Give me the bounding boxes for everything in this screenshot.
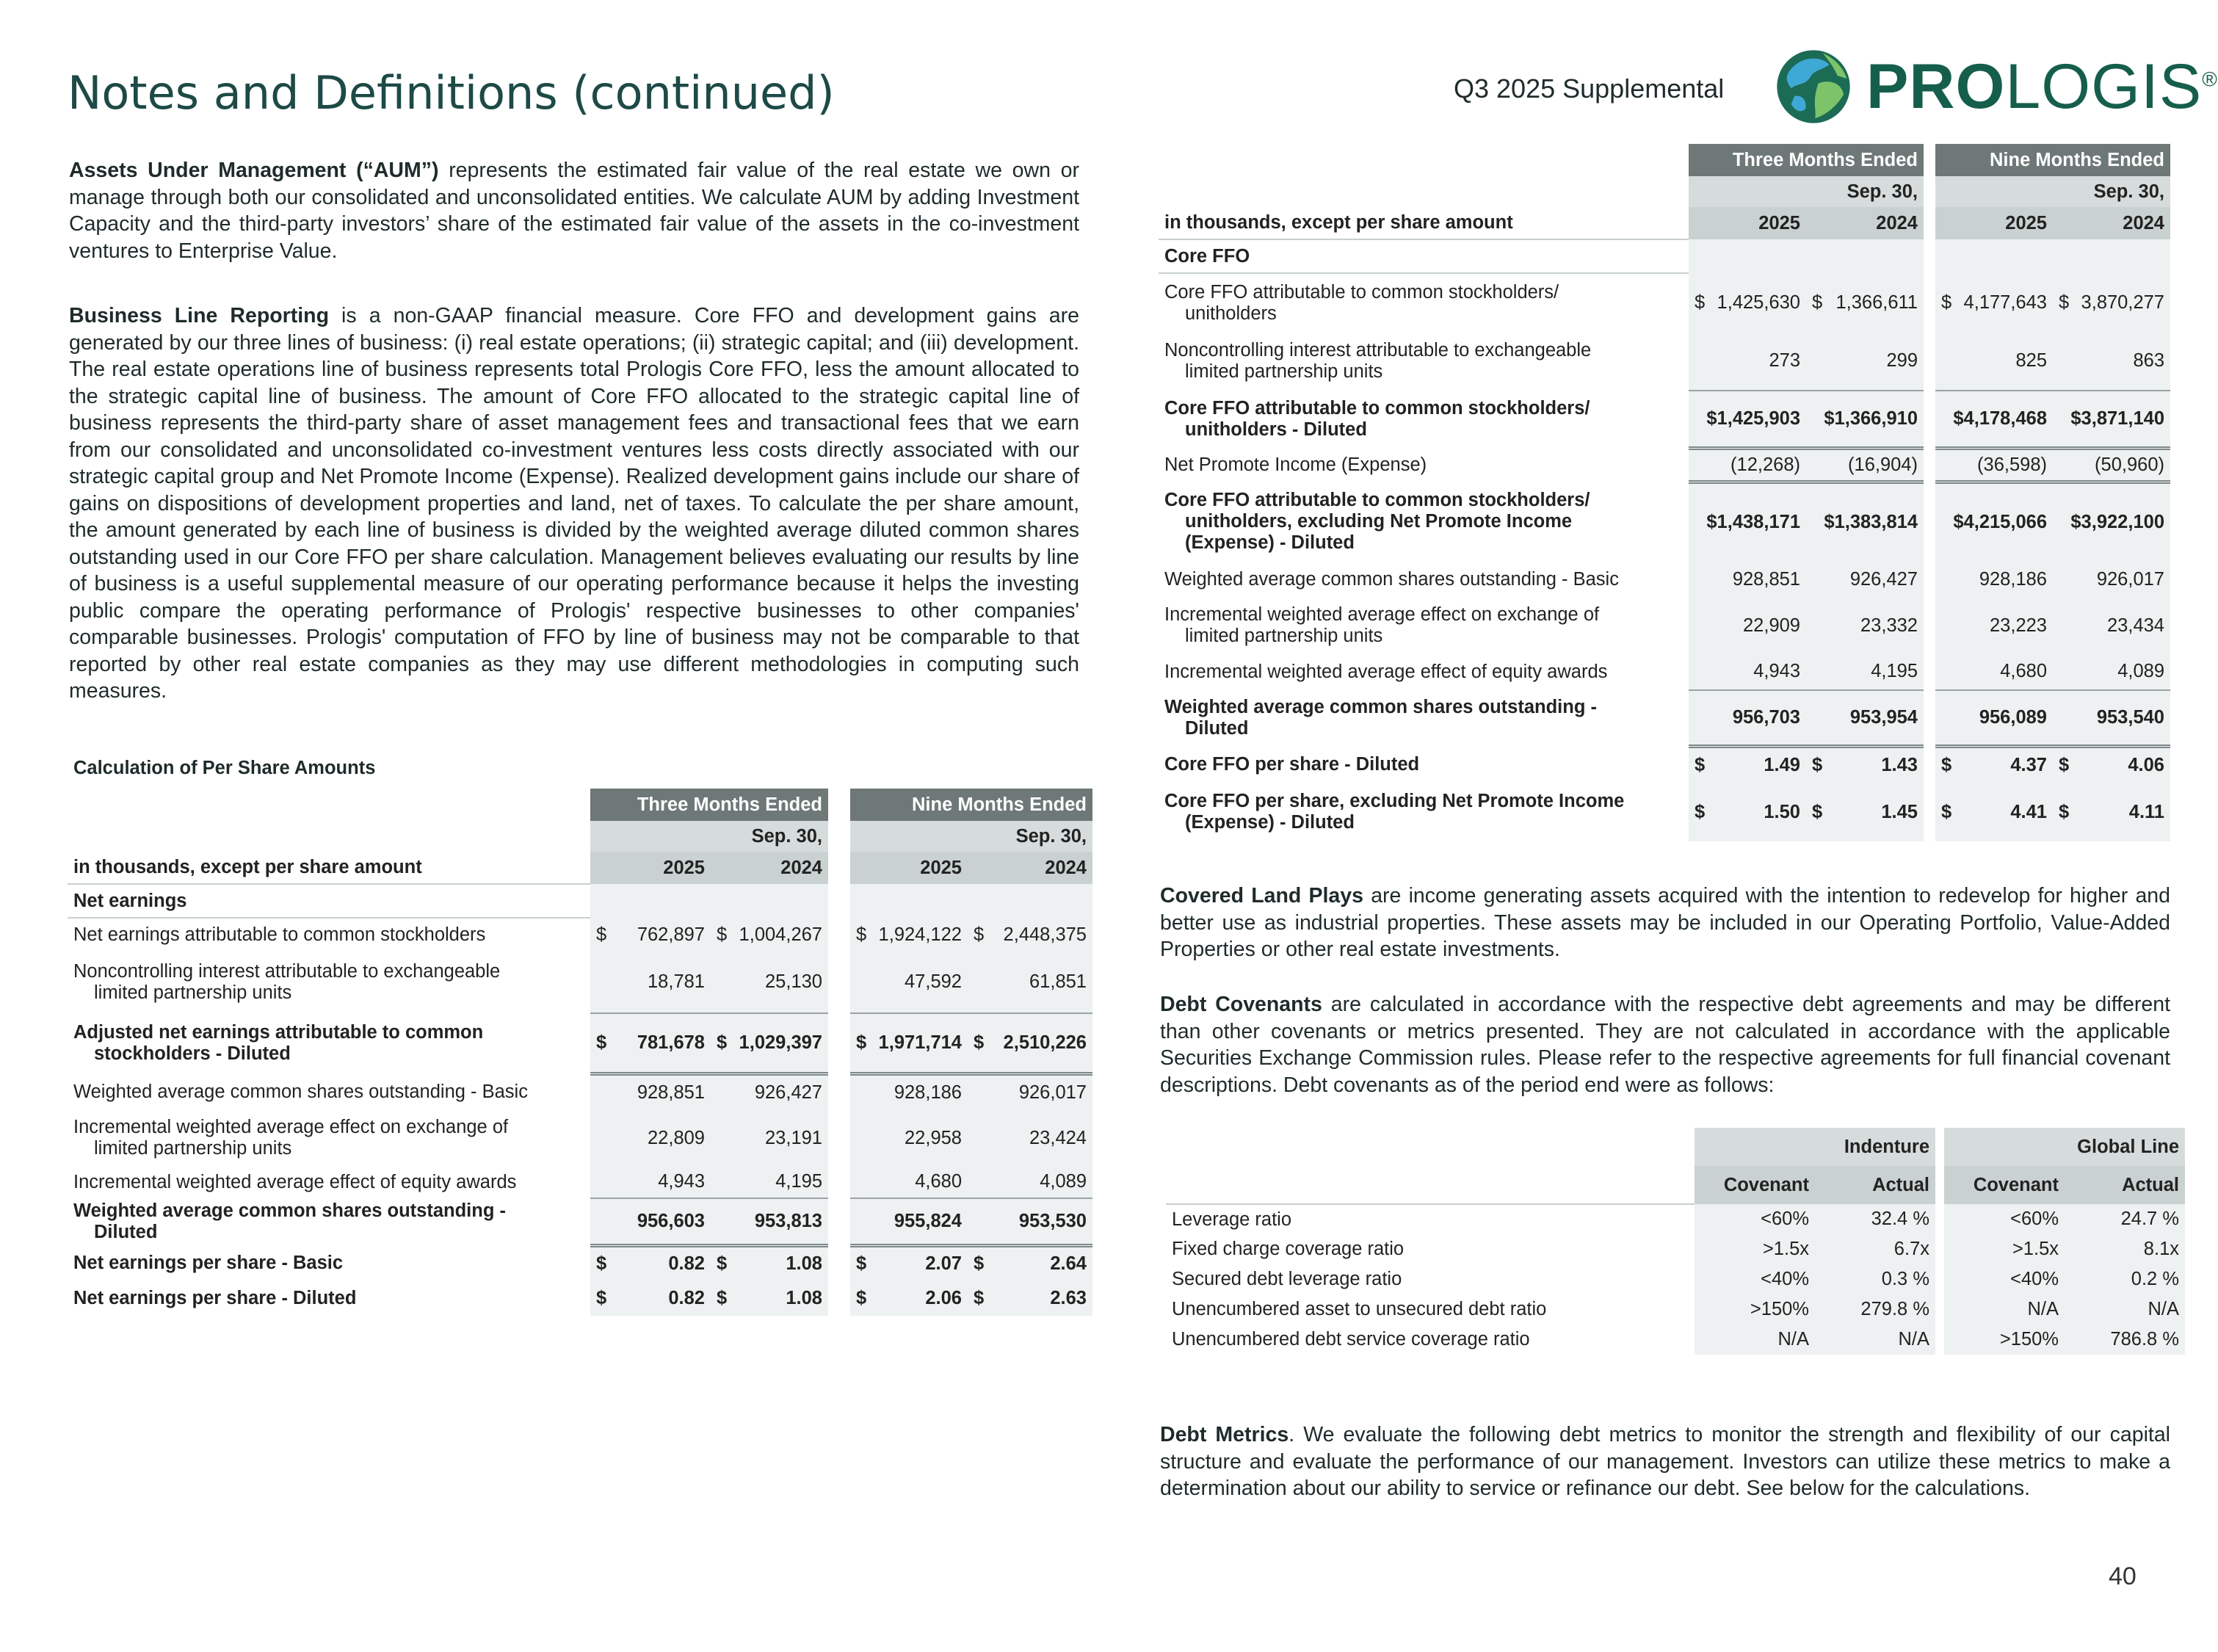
row-label: Weighted average common shares outstanding - Basic xyxy=(73,1081,528,1102)
cell: $ 1.08 xyxy=(711,1245,828,1280)
cell: $ 1,004,267 xyxy=(711,918,828,952)
nine-months-header: Nine Months Ended xyxy=(850,789,1092,821)
cell: 953,954 xyxy=(1806,690,1924,746)
cell: 22,809 xyxy=(590,1110,711,1166)
cell: $ 1,366,611 xyxy=(1806,273,1924,332)
cell: 22,958 xyxy=(850,1110,968,1166)
cell: $ 1.45 xyxy=(1806,783,1924,841)
clp-text: are income generating assets acquired with the intention to redevelop for higher and better use as industrial properties. These assets may be included in our Operating Portfolio, Value-Added Properties or other real estate investments. xyxy=(1160,884,2171,961)
cell: 953,813 xyxy=(711,1198,828,1245)
indenture-header: Indenture xyxy=(1815,1128,1935,1166)
cell: 23,223 xyxy=(1935,598,2053,653)
cell: $4,215,066 xyxy=(1935,482,2053,561)
cell: $ 4.41 xyxy=(1935,783,2053,841)
page-title: Notes and Definitions (continued) xyxy=(68,66,835,120)
actual-header: Actual xyxy=(2065,1166,2185,1204)
cell: N/A xyxy=(2065,1294,2185,1325)
cell: $ 781,678 xyxy=(590,1013,711,1073)
row-label: Weighted average common shares outstanding - Diluted xyxy=(73,1200,506,1242)
units-label: in thousands, except per share amount xyxy=(68,852,590,884)
cell: 956,603 xyxy=(590,1198,711,1245)
sep30-label: Sep. 30, xyxy=(2053,176,2170,207)
cell: 956,089 xyxy=(1935,690,2053,746)
cell: N/A xyxy=(1815,1325,1935,1355)
cell: 953,530 xyxy=(968,1198,1092,1245)
cell: $ 1.50 xyxy=(1689,783,1806,841)
cell: (16,904) xyxy=(1806,448,1924,482)
cell: 956,703 xyxy=(1689,690,1806,746)
cell: $ 2.63 xyxy=(968,1280,1092,1316)
cell: 25,130 xyxy=(711,952,828,1013)
logo-text-light: LOGIS xyxy=(2005,51,2203,122)
row-label: Core FFO per share, excluding Net Promote Income (Expense) - Diluted xyxy=(1164,791,1625,833)
cell: 32.4 % xyxy=(1815,1204,1935,1234)
cell: 61,851 xyxy=(968,952,1092,1013)
per-share-table xyxy=(68,789,1092,1316)
cell: $1,438,171 xyxy=(1689,482,1806,561)
aum-text: represents the estimated fair value of the real estate we own or manage through both our consolidated and unconsolidated entities. We calculate AUM by adding Investment Capacity and the third-party investors’ share of the estimated fair value of the assets in the co-investment ventures to Enterprise Value. xyxy=(69,159,1080,263)
year-2024: 2024 xyxy=(2053,207,2170,239)
cell: 23,191 xyxy=(711,1110,828,1166)
cell: 926,427 xyxy=(1806,561,1924,598)
row-label: Secured debt leverage ratio xyxy=(1172,1269,1402,1289)
row-label: Core FFO per share - Diluted xyxy=(1164,753,1420,775)
row-label: Noncontrolling interest attributable to exchangeable limited partnership units xyxy=(73,961,501,1003)
cell: >1.5x xyxy=(1695,1234,1815,1264)
cell: $3,922,100 xyxy=(2053,482,2170,561)
dc-text: are calculated in accordance with the respective debt agreements and may be different than other covenants or metrics presented. They are not calculated in accordance with the applicable Securities Exchange Commission rules. Please refer to the respective agreements for full financial covenant descriptions. Debt covenants as of the period end were as follows: xyxy=(1160,993,2170,1097)
cell: 928,851 xyxy=(1689,561,1806,598)
cell: <60% xyxy=(1695,1204,1815,1234)
row-label: Net earnings attributable to common stockholders xyxy=(73,924,486,945)
row-label: Core FFO attributable to common stockholders/ unitholders - Diluted xyxy=(1164,398,1590,440)
cell: 4,943 xyxy=(590,1166,711,1198)
cell: 299 xyxy=(1806,332,1924,391)
prologis-logo xyxy=(1774,47,2218,126)
cell: $1,425,903 xyxy=(1689,391,1806,448)
row-label: Unencumbered debt service coverage ratio xyxy=(1172,1329,1530,1350)
cell: >150% xyxy=(1944,1325,2065,1355)
cell: 786.8 % xyxy=(2065,1325,2185,1355)
covered-land-plays-definition xyxy=(1160,883,2170,963)
dc-term: Debt Covenants xyxy=(1160,993,1322,1016)
year-2025: 2025 xyxy=(1689,207,1806,239)
cell: <40% xyxy=(1695,1264,1815,1294)
cell: $ 1,971,714 xyxy=(850,1013,968,1073)
row-label: Core FFO attributable to common stockholders/ unitholders, excluding Net Promote Income (Expense) - Diluted xyxy=(1164,489,1590,553)
cell: $1,383,814 xyxy=(1806,482,1924,561)
cell: $ 1,425,630 xyxy=(1689,273,1806,332)
cell: 22,909 xyxy=(1689,598,1806,653)
cell: $ 1.43 xyxy=(1806,746,1924,783)
row-label: Incremental weighted average effect on exchange of limited partnership units xyxy=(73,1117,509,1159)
cell: 4,680 xyxy=(1935,653,2053,690)
year-2025: 2025 xyxy=(850,852,968,884)
three-months-header: Three Months Ended xyxy=(590,789,828,821)
cell: $4,178,468 xyxy=(1935,391,2053,448)
row-label: Incremental weighted average effect of equity awards xyxy=(1164,661,1608,682)
logo-wordmark xyxy=(1866,51,2218,123)
cell: 0.3 % xyxy=(1815,1264,1935,1294)
cell: 18,781 xyxy=(590,952,711,1013)
cell: 23,434 xyxy=(2053,598,2170,653)
cell: $ 2,510,226 xyxy=(968,1013,1092,1073)
cell: 23,332 xyxy=(1806,598,1924,653)
row-label: Weighted average common shares outstanding - Basic xyxy=(1164,568,1619,590)
covenant-header: Covenant xyxy=(1944,1166,2065,1204)
cell: $ 1.08 xyxy=(711,1280,828,1316)
supplemental-label: Q3 2025 Supplemental xyxy=(1454,73,1725,104)
cell: $ 2,448,375 xyxy=(968,918,1092,952)
row-label: Core FFO attributable to common stockholders/ unitholders xyxy=(1164,281,1559,324)
cell: $ 762,897 xyxy=(590,918,711,952)
cell: 0.2 % xyxy=(2065,1264,2185,1294)
debt-covenants-definition xyxy=(1160,991,2170,1098)
nine-months-header: Nine Months Ended xyxy=(1935,144,2170,176)
cell: $ 0.82 xyxy=(590,1245,711,1280)
row-label: Weighted average common shares outstanding - Diluted xyxy=(1164,697,1597,739)
dm-term: Debt Metrics xyxy=(1160,1423,1289,1446)
cell: >1.5x xyxy=(1944,1234,2065,1264)
cell: >150% xyxy=(1695,1294,1815,1325)
section-net-earnings: Net earnings xyxy=(68,884,590,918)
cell: 955,824 xyxy=(850,1198,968,1245)
row-label: Net Promote Income (Expense) xyxy=(1164,454,1427,475)
cell: 6.7x xyxy=(1815,1234,1935,1264)
units-label: in thousands, except per share amount xyxy=(1159,207,1689,239)
cell: 4,195 xyxy=(711,1166,828,1198)
cell: 4,680 xyxy=(850,1166,968,1198)
calc-caption: Calculation of Per Share Amounts xyxy=(73,758,376,778)
globe-leaf-icon xyxy=(1774,47,1853,126)
debt-covenants-table xyxy=(1166,1128,2185,1355)
cell: <60% xyxy=(1944,1204,2065,1234)
row-label: Incremental weighted average effect on exchange of limited partnership units xyxy=(1164,604,1600,646)
cell: $3,871,140 xyxy=(2053,391,2170,448)
cell: $ 4.11 xyxy=(2053,783,2170,841)
cell: $ 2.06 xyxy=(850,1280,968,1316)
cell: $ 1,924,122 xyxy=(850,918,968,952)
cell: N/A xyxy=(1944,1294,2065,1325)
page-number: 40 xyxy=(2109,1562,2137,1590)
cell: 24.7 % xyxy=(2065,1204,2185,1234)
year-2024: 2024 xyxy=(968,852,1092,884)
cell: $ 0.82 xyxy=(590,1280,711,1316)
row-label: Net earnings per share - Diluted xyxy=(73,1287,357,1308)
cell: (36,598) xyxy=(1935,448,2053,482)
clp-term: Covered Land Plays xyxy=(1160,884,1363,907)
cell: (50,960) xyxy=(2053,448,2170,482)
sep30-label: Sep. 30, xyxy=(968,821,1092,852)
row-label: Noncontrolling interest attributable to exchangeable limited partnership units xyxy=(1164,340,1592,382)
cell: 926,017 xyxy=(2053,561,2170,598)
cell: $1,366,910 xyxy=(1806,391,1924,448)
cell: N/A xyxy=(1695,1325,1815,1355)
three-months-header: Three Months Ended xyxy=(1689,144,1924,176)
cell: 279.8 % xyxy=(1815,1294,1935,1325)
sep30-label: Sep. 30, xyxy=(1806,176,1924,207)
dm-text: . We evaluate the following debt metrics to monitor the strength and flexibility of our capital structure and evaluate the performance of our management. Investors can utilize these metrics to make a determination about our ability to service or refinance our debt. See below for the calculations. xyxy=(1160,1423,2171,1500)
cell: 4,089 xyxy=(968,1166,1092,1198)
cell: $ 1.49 xyxy=(1689,746,1806,783)
year-2025: 2025 xyxy=(590,852,711,884)
year-2024: 2024 xyxy=(711,852,828,884)
row-label: Incremental weighted average effect of equity awards xyxy=(73,1171,517,1192)
core-ffo-table xyxy=(1159,144,2170,841)
cell: <40% xyxy=(1944,1264,2065,1294)
cell: 953,540 xyxy=(2053,690,2170,746)
cell: 273 xyxy=(1689,332,1806,391)
cell: 4,943 xyxy=(1689,653,1806,690)
aum-term: Assets Under Management (“AUM”) xyxy=(69,159,439,182)
cell: $ 2.07 xyxy=(850,1245,968,1280)
global-line-header: Global Line xyxy=(2065,1128,2185,1166)
row-label: Leverage ratio xyxy=(1172,1209,1292,1230)
section-core-ffo: Core FFO xyxy=(1159,239,1689,273)
business-line-reporting-definition xyxy=(69,302,1079,705)
cell: 23,424 xyxy=(968,1110,1092,1166)
cell: $ 2.64 xyxy=(968,1245,1092,1280)
cell: 825 xyxy=(1935,332,2053,391)
cell: 8.1x xyxy=(2065,1234,2185,1264)
cell: $ 4,177,643 xyxy=(1935,273,2053,332)
row-label: Net earnings per share - Basic xyxy=(73,1252,344,1273)
cell: 47,592 xyxy=(850,952,968,1013)
debt-metrics-definition xyxy=(1160,1421,2170,1502)
blr-term: Business Line Reporting xyxy=(69,304,329,327)
cell: 928,851 xyxy=(590,1073,711,1110)
cell: 928,186 xyxy=(850,1073,968,1110)
cell: 928,186 xyxy=(1935,561,2053,598)
cell: 863 xyxy=(2053,332,2170,391)
row-label: Fixed charge coverage ratio xyxy=(1172,1239,1405,1259)
cell: $ 1,029,397 xyxy=(711,1013,828,1073)
cell: (12,268) xyxy=(1689,448,1806,482)
cell: $ 4.06 xyxy=(2053,746,2170,783)
cell: 926,017 xyxy=(968,1073,1092,1110)
aum-definition xyxy=(69,157,1079,264)
actual-header: Actual xyxy=(1815,1166,1935,1204)
cell: 4,195 xyxy=(1806,653,1924,690)
cell: 926,427 xyxy=(711,1073,828,1110)
cell: 4,089 xyxy=(2053,653,2170,690)
row-label: Unencumbered asset to unsecured debt ratio xyxy=(1172,1299,1547,1319)
row-label: Adjusted net earnings attributable to common stockholders - Diluted xyxy=(73,1022,484,1064)
year-2024: 2024 xyxy=(1806,207,1924,239)
cell: $ 4.37 xyxy=(1935,746,2053,783)
logo-registered: ® xyxy=(2202,67,2218,90)
covenant-header: Covenant xyxy=(1695,1166,1815,1204)
logo-text-bold: PRO xyxy=(1866,51,2006,122)
year-2025: 2025 xyxy=(1935,207,2053,239)
sep30-label: Sep. 30, xyxy=(711,821,828,852)
cell: $ 3,870,277 xyxy=(2053,273,2170,332)
blr-text: is a non-GAAP financial measure. Core FFO and development gains are generated by our three lines of business: (i) real estate operations; (ii) strategic capital; and (iii) development. The real estate operations line of business represents total Prologis Core FFO, less the amount allocated to the strategic capital line of business. The amount of Core FFO allocated to the strategic capital line of business represents the third-party share of asset management fees and transactional fees that we earn from our consolidated and unconsolidated co-investment ventures less costs directly associated with our strategic capital group and Net Promote Income (Expense). Realized development gains include our share of gains on dispositions of development properties and land, net of taxes. To calculate the per share amount, the amount generated by each line of business is divided by the weighted average diluted common shares outstanding used in our Core FFO per share calculation. Management believes evaluating our results by line of business is a useful supplemental measure of our operating performance because it helps the investing public compare the operating performance of Prologis' respective businesses to other companies' comparable businesses. Prologis' computation of FFO by line of business may not be comparable to that reported by other real estate companies as they may use different methodologies in computing such measures. xyxy=(69,304,1079,703)
